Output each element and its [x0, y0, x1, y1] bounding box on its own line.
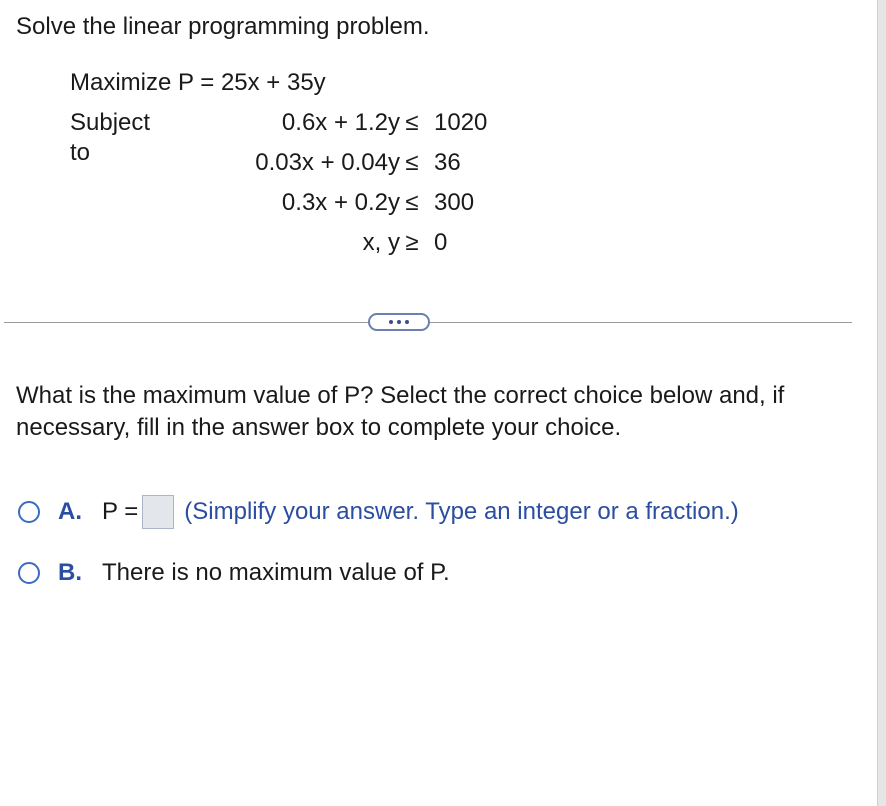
page-right-border	[877, 0, 886, 806]
ellipsis-dot-icon	[405, 320, 409, 324]
choice-a-radio[interactable]	[18, 501, 40, 523]
question-text: What is the maximum value of P? Select the correct choice below and, if necessary, fill in the answer box to complete your choice.	[16, 382, 785, 441]
constraint-lhs: 0.3x + 0.2y	[281, 189, 400, 216]
choice-b-radio[interactable]	[18, 562, 40, 584]
answer-input[interactable]	[142, 495, 174, 529]
choice-a-letter: A.	[58, 498, 82, 525]
choice-a[interactable]	[18, 496, 739, 528]
answer-hint: (Simplify your answer. Type an integer or a fraction.)	[184, 498, 739, 525]
constraint-relation: ≥	[405, 229, 419, 256]
problem-instruction: Solve the linear programming problem.	[16, 13, 430, 40]
show-more-button[interactable]	[368, 313, 430, 331]
constraint-lhs: 0.03x + 0.04y	[255, 149, 400, 176]
ellipsis-dot-icon	[389, 320, 393, 324]
constraint-rhs: 0	[434, 229, 448, 256]
choice-b-text: There is no maximum value of P.	[102, 559, 450, 586]
constraint-relation: ≤	[405, 149, 419, 176]
ellipsis-dot-icon	[397, 320, 401, 324]
answer-prefix: P =	[102, 498, 139, 525]
subject-to-label: Subject to	[70, 109, 151, 166]
choice-b[interactable]	[18, 557, 450, 589]
choice-b-letter: B.	[58, 559, 82, 586]
constraint-relation: ≤	[405, 109, 419, 136]
objective-function: Maximize P = 25x + 35y	[70, 69, 326, 96]
constraint-relation: ≤	[405, 189, 419, 216]
constraint-lhs: 0.6x + 1.2y	[281, 109, 400, 136]
constraint-rhs: 36	[434, 149, 461, 176]
constraint-rhs: 1020	[434, 109, 488, 136]
constraint-lhs: x, y	[362, 229, 400, 256]
constraint-rhs: 300	[434, 189, 475, 216]
